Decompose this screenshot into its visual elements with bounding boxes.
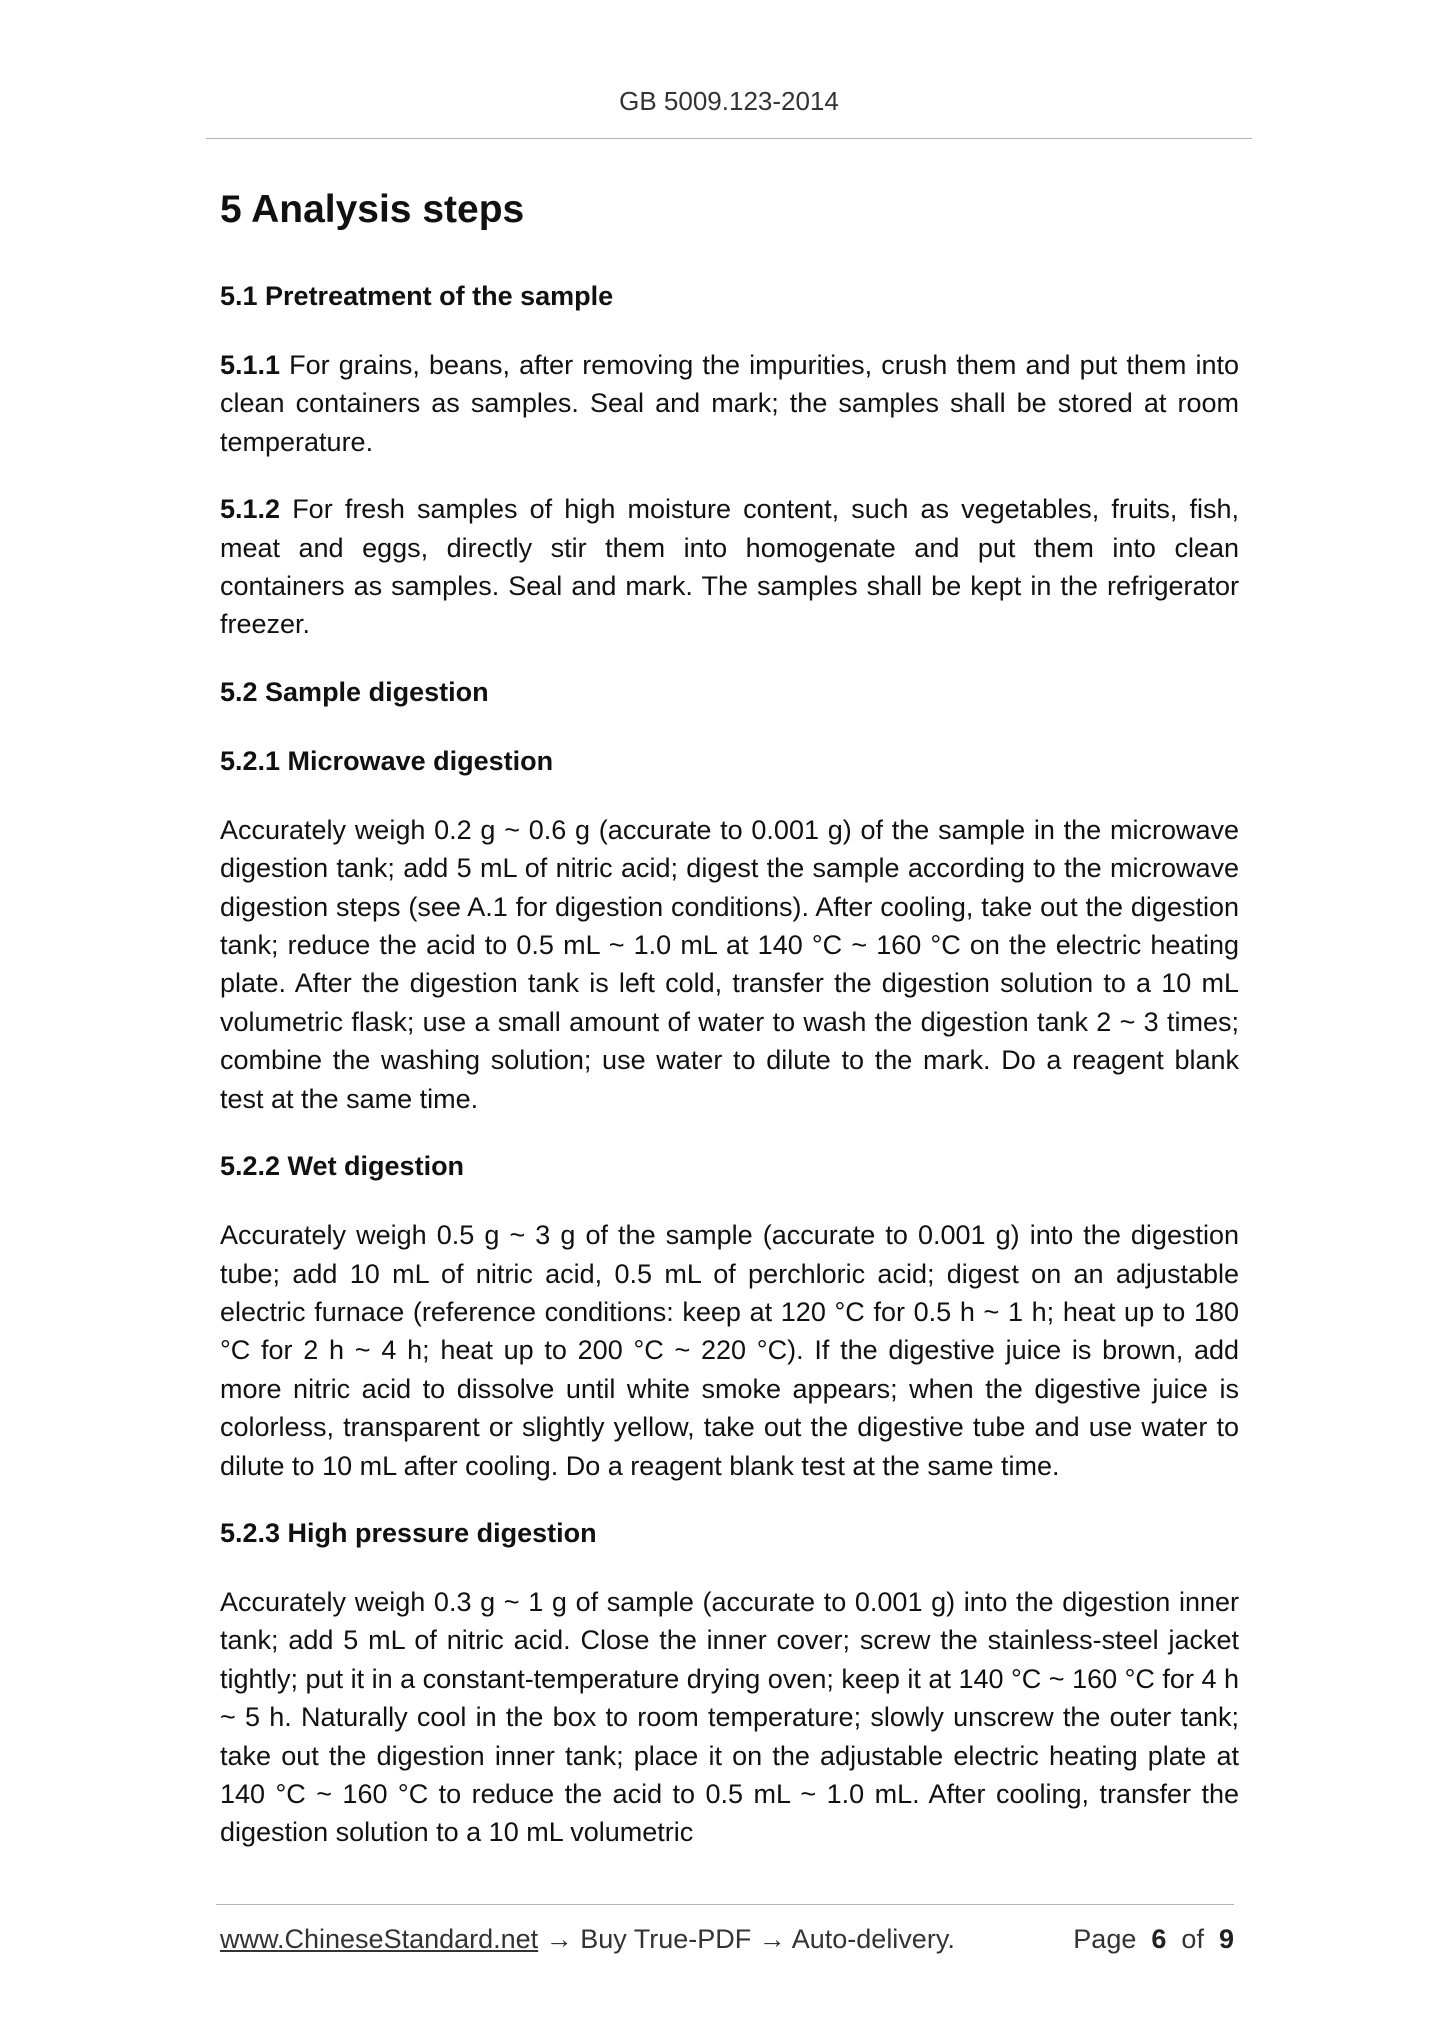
subsection-title-5-2-3: 5.2.3 High pressure digestion [220,1517,597,1548]
page-label: Page [1073,1924,1137,1954]
clause-number: 5.1.1 [220,350,281,380]
footer-tagline: → Buy True-PDF → Auto-delivery. [538,1924,955,1954]
paragraph-5-1-2 [220,490,1239,644]
clause-number: 5.1.2 [220,494,281,525]
header-divider [206,138,1252,139]
subsection-title-5-2-2: 5.2.2 Wet digestion [220,1151,465,1182]
subsection-title-5-1: 5.1 Pretreatment of the sample [220,281,614,311]
footer-divider [216,1904,1234,1905]
clause-text: For fresh samples of high moisture content, such as vegetables, fruits, fish, meat and eggs, directly stir them into homogenate and put them into clean containers as samples. Seal and mark. The samples shall be kept in the refrigerator freezer. [220,494,1239,640]
document-id-header: GB 5009.123-2014 [619,86,839,116]
page-total: 9 [1218,1924,1234,1954]
footer-left [220,1924,955,1955]
page-number [1073,1924,1234,1955]
page-of: of [1181,1924,1204,1954]
clause-text: For grains, beans, after removing the impurities, crush them and put them into clean containers as samples. Seal and mark; the samples shall be stored at room temperature. [220,350,1239,457]
paragraph-5-2-1: Accurately weigh 0.2 g ~ 0.6 g (accurate to 0.001 g) of the sample in the microwave digestion tank; add 5 mL of nitric acid; digest the sample according to the microwave digestion steps (see A.1 for digestion conditions). After cooling, take out the digestion tank; reduce the acid to 0.5 mL ~ 1.0 mL at 140 °C ~ 160 °C on the electric heating plate. After the digestion tank is left cold, transfer the digestion solution to a 10 mL volumetric flask; use a small amount of water to wash the digestion tank 2 ~ 3 times; combine the washing solution; use water to dilute to the mark. Do a reagent blank test at the same time. [220,814,1239,1114]
subsection-title-5-2: 5.2 Sample digestion [220,676,489,707]
subsection-title-5-2-1: 5.2.1 Microwave digestion [220,745,554,776]
paragraph-5-2-2: Accurately weigh 0.5 g ~ 3 g of the sample (accurate to 0.001 g) into the digestion tube; add 10 mL of nitric acid, 0.5 mL of perchloric acid; digest on an adjustable electric furnace (reference conditions: keep at 120 °C for 0.5 h ~ 1 h; heat up to 180 °C for 2 h ~ 4 h; heat up to 200 °C ~ 220 °C). If the digestive juice is brown, add more nitric acid to dissolve until white smoke appears; when the digestive juice is colorless, transparent or slightly yellow, take out the digestive tube and use water to dilute to 10 mL after cooling. Do a reagent blank test at the same time. [220,1220,1239,1481]
paragraph-5-1-1 [220,346,1239,461]
page-content [220,185,1239,1881]
paragraph-5-2-3: Accurately weigh 0.3 g ~ 1 g of sample (accurate to 0.001 g) into the digestion inner tank; add 5 mL of nitric acid. Close the inner cover; screw the stainless-steel jacket tightly; put it in a constant-temperature drying oven; keep it at 140 °C ~ 160 °C for 4 h ~ 5 h. Naturally cool in the box to room temperature; slowly unscrew the outer tank; take out the digestion inner tank; place it on the adjustable electric heating plate at 140 °C ~ 160 °C to reduce the acid to 0.5 mL ~ 1.0 mL. After cooling, transfer the digestion solution to a 10 mL volumetric [220,1586,1239,1848]
website-link[interactable]: www.ChineseStandard.net [220,1924,539,1954]
page-footer [220,1924,1234,1955]
section-title: 5 Analysis steps [220,188,525,231]
page-current: 6 [1151,1924,1167,1954]
